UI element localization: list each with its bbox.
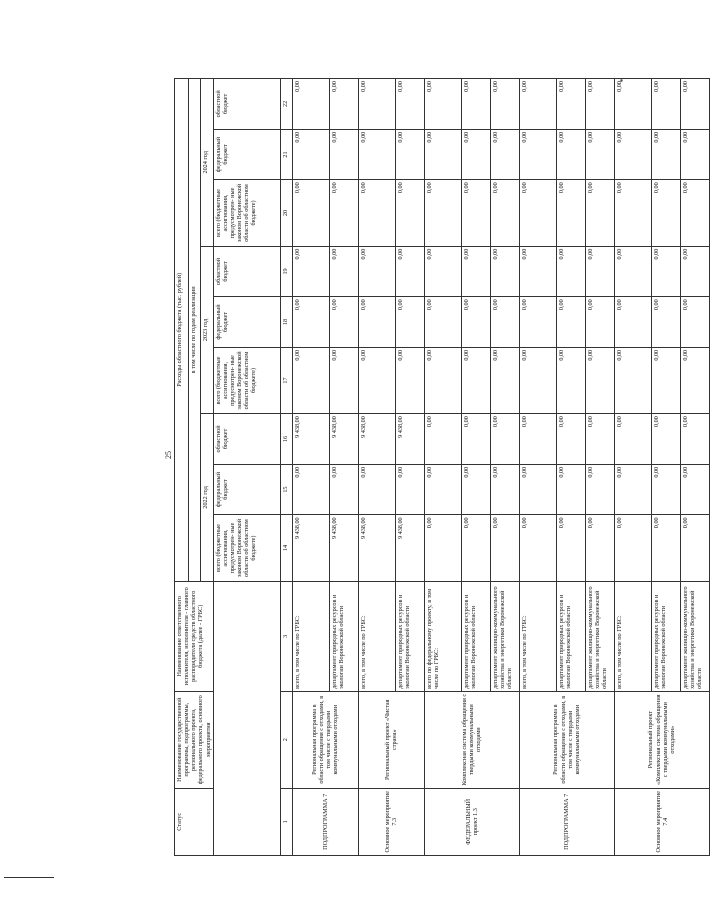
row-executor: департамент природных ресурсов и экологии Воронежской области [651, 581, 680, 691]
row-value: 0,00 [614, 180, 651, 246]
row-value: 0,00 [519, 180, 556, 246]
row-value: 0,00 [680, 464, 709, 515]
row-value: 0,00 [680, 180, 709, 246]
row-value: 0,00 [614, 297, 651, 348]
row-value: 0,00 [519, 414, 556, 465]
row-name: Региональная программа в области обращения с отходами, в том числе с твердыми коммунальными отходами [519, 691, 614, 788]
row-value: 0,00 [358, 297, 395, 348]
row-value: 0,00 [556, 246, 585, 297]
header-regional-2024: областной бюджет [213, 79, 280, 130]
row-value: 0,00 [461, 129, 490, 180]
row-executor: департамент жилищно-коммунального хозяйства и энергетики Воронежской области [490, 581, 519, 691]
row-value: 0,00 [329, 246, 358, 297]
row-value: 0,00 [651, 79, 680, 130]
row-value: 0,00 [424, 297, 461, 348]
row-executor: департамент природных ресурсов и экологии Воронежской области [329, 581, 358, 691]
row-value: 0,00 [585, 180, 614, 246]
row-value: 0,00 [395, 297, 424, 348]
row-value: 0,00 [358, 246, 395, 297]
row-value: 0,00 [490, 180, 519, 246]
row-value: 0,00 [395, 347, 424, 413]
header-year-2024: 2024 год [201, 79, 213, 247]
rotated-table-area [4, 20, 703, 890]
row-value: 0,00 [461, 79, 490, 130]
row-value: 0,00 [292, 129, 329, 180]
table-row [358, 79, 395, 856]
row-name: Региональный проект «Чистая страна» [358, 691, 424, 788]
col-number: 14 [280, 515, 292, 581]
header-regional-2023: областной бюджет [213, 246, 280, 297]
header-by-years: в том числе по годам реализации [189, 79, 201, 582]
row-executor: департамент природных ресурсов и экологии Воронежской области [461, 581, 490, 691]
row-value: 9 438,00 [329, 414, 358, 465]
row-executor: департамент природных ресурсов и экологии Воронежской области [556, 581, 585, 691]
row-value: 9 438,00 [395, 414, 424, 465]
row-value: 0,00 [461, 180, 490, 246]
row-value: 0,00 [680, 515, 709, 581]
row-value: 0,00 [395, 464, 424, 515]
row-value: 0,00 [556, 347, 585, 413]
row-value: 0,00 [358, 464, 395, 515]
row-value: 0,00 [651, 246, 680, 297]
row-executor: всего, в том числе по ГРБС: [614, 581, 651, 691]
row-value: 0,00 [651, 515, 680, 581]
row-value: 0,00 [395, 129, 424, 180]
row-value: 0,00 [424, 464, 461, 515]
row-name: Региональная программа в области обращения с отходами, в том числе с твердыми коммунальными отходами [292, 691, 358, 788]
row-value: 0,00 [519, 347, 556, 413]
row-value: 0,00 [424, 246, 461, 297]
col-number: 20 [280, 180, 292, 246]
row-value: 0,00 [519, 79, 556, 130]
row-value: 0,00 [556, 129, 585, 180]
row-value: 0,00 [490, 297, 519, 348]
row-value: 0,00 [292, 180, 329, 246]
header-year-2022: 2022 год [201, 414, 213, 582]
col-number: 2 [280, 691, 292, 788]
header-federal-2024: федеральный бюджет [213, 129, 280, 180]
row-value: 0,00 [519, 515, 556, 581]
row-executor: всего по федеральному проекту, в том числе по ГРБС: [424, 581, 461, 691]
row-value: 0,00 [651, 464, 680, 515]
row-value: 0,00 [424, 347, 461, 413]
row-value: 0,00 [424, 515, 461, 581]
corner-mark: * [615, 78, 625, 83]
col-number: 22 [280, 79, 292, 130]
row-value: 0,00 [614, 464, 651, 515]
row-value: 0,00 [329, 297, 358, 348]
row-value: 0,00 [585, 297, 614, 348]
row-executor: департамент жилищно-коммунального хозяйства и энергетики Воронежской области [585, 581, 614, 691]
row-value: 9 438,00 [358, 515, 395, 581]
row-executor: всего, в том числе по ГРБС: [292, 581, 329, 691]
row-status: Основное мероприятие 7.4 [614, 788, 709, 855]
col-number: 19 [280, 246, 292, 297]
row-value: 0,00 [519, 246, 556, 297]
row-value: 0,00 [680, 414, 709, 465]
row-value: 0,00 [461, 246, 490, 297]
header-executor: Наименование ответственного исполнителя, исполнителя - главного распорядителя средств областного бюджета (далее - ГРБС) [175, 581, 214, 691]
row-value: 0,00 [461, 515, 490, 581]
row-value: 0,00 [461, 464, 490, 515]
col-number: 18 [280, 297, 292, 348]
row-value: 0,00 [358, 129, 395, 180]
header-total-2022: всего (бюджетные ассигнования, предусмотрен- ные законом Воронежской области об областном бюджете) [213, 515, 280, 581]
col-number: 17 [280, 347, 292, 413]
row-value: 0,00 [461, 414, 490, 465]
row-value: 0,00 [490, 347, 519, 413]
row-value: 0,00 [519, 129, 556, 180]
row-executor: департамент природных ресурсов и экологии Воронежской области [395, 581, 424, 691]
row-name: Комплексная система обращения с твердыми коммунальными отходами [424, 691, 519, 788]
col-number: 3 [280, 581, 292, 691]
row-value: 9 438,00 [329, 515, 358, 581]
row-value: 0,00 [292, 464, 329, 515]
row-status: ФЕДЕРАЛЬНЫЙ проект 1.3 [424, 788, 519, 855]
row-value: 0,00 [651, 129, 680, 180]
col-number: 15 [280, 464, 292, 515]
row-value: 9 438,00 [292, 414, 329, 465]
row-value: 0,00 [585, 79, 614, 130]
row-value: 0,00 [490, 79, 519, 130]
column-number-row [280, 79, 292, 856]
row-value: 0,00 [585, 515, 614, 581]
row-executor: всего, в том числе по ГРБС: [519, 581, 556, 691]
row-value: 0,00 [292, 246, 329, 297]
row-value: 0,00 [395, 79, 424, 130]
budget-table [174, 78, 710, 856]
header-total-2023: всего (бюджетные ассигнования, предусмотрен- ные законом Воронежской области об областном бюджете) [213, 347, 280, 413]
row-value: 0,00 [651, 180, 680, 246]
row-value: 0,00 [395, 246, 424, 297]
row-value: 0,00 [490, 464, 519, 515]
page-number: 25 [164, 451, 173, 459]
row-value: 0,00 [292, 347, 329, 413]
row-name: Региональный проект «Комплексная система обращения с твердыми коммунальными отходами» [614, 691, 709, 788]
row-value: 0,00 [292, 297, 329, 348]
row-value: 0,00 [490, 129, 519, 180]
row-value: 0,00 [614, 515, 651, 581]
row-value: 0,00 [424, 129, 461, 180]
row-value: 0,00 [329, 180, 358, 246]
row-executor: всего, в том числе по ГРБС: [358, 581, 395, 691]
row-value: 0,00 [614, 347, 651, 413]
row-value: 0,00 [461, 347, 490, 413]
row-value: 0,00 [461, 297, 490, 348]
row-value: 0,00 [556, 515, 585, 581]
row-value: 9 438,00 [292, 515, 329, 581]
row-value: 0,00 [358, 79, 395, 130]
row-status: Основное мероприятие 7.3 [358, 788, 424, 855]
row-status: ПОДПРОГРАММА 7 [292, 788, 358, 855]
row-value: 0,00 [680, 246, 709, 297]
row-value: 0,00 [556, 180, 585, 246]
row-value: 0,00 [329, 347, 358, 413]
row-executor: департамент жилищно-коммунального хозяйства и энергетики Воронежской области [680, 581, 709, 691]
row-value: 0,00 [358, 180, 395, 246]
row-value: 0,00 [556, 414, 585, 465]
row-value: 0,00 [490, 414, 519, 465]
header-status: Статус [175, 788, 214, 855]
table-row [614, 79, 651, 856]
header-expenses: Расходы областного бюджета (тыс. рублей) [175, 79, 189, 582]
row-value: 0,00 [329, 79, 358, 130]
table-body [175, 79, 710, 856]
col-number: 16 [280, 414, 292, 465]
row-value: 0,00 [490, 246, 519, 297]
row-value: 0,00 [585, 129, 614, 180]
table-row [519, 79, 556, 856]
row-value: 0,00 [329, 129, 358, 180]
row-value: 0,00 [292, 79, 329, 130]
row-value: 0,00 [585, 414, 614, 465]
row-value: 0,00 [680, 129, 709, 180]
col-number: 21 [280, 129, 292, 180]
header-federal-2023: федеральный бюджет [213, 297, 280, 348]
row-value: 0,00 [585, 246, 614, 297]
row-value: 0,00 [651, 347, 680, 413]
row-value: 0,00 [585, 347, 614, 413]
row-value: 0,00 [556, 297, 585, 348]
header-federal-2022: федеральный бюджет [213, 464, 280, 515]
row-value: 0,00 [680, 79, 709, 130]
row-value: 0,00 [329, 464, 358, 515]
row-value: 0,00 [680, 347, 709, 413]
row-value: 0,00 [358, 347, 395, 413]
row-value: 0,00 [424, 79, 461, 130]
row-value: 0,00 [424, 180, 461, 246]
row-value: 0,00 [519, 464, 556, 515]
header-name: Наименование государственной программы, подпрограммы, регионального проекта, федерального проекта, основного мероприятия [175, 691, 214, 788]
header-spacer [213, 581, 280, 855]
row-value: 0,00 [680, 297, 709, 348]
header-total-2024: всего (бюджетные ассигнования, предусмотрен- ные законом Воронежской области об областном бюджете) [213, 180, 280, 246]
row-value: 0,00 [614, 79, 651, 130]
row-value: 0,00 [651, 414, 680, 465]
row-value: 9 438,00 [358, 414, 395, 465]
row-value: 0,00 [519, 297, 556, 348]
col-number: 1 [280, 788, 292, 855]
table-row [424, 79, 461, 856]
footer-rule [4, 877, 54, 878]
row-value: 0,00 [490, 515, 519, 581]
row-status: ПОДПРОГРАММА 7 [519, 788, 614, 855]
header-year-2023: 2023 год [201, 246, 213, 414]
row-value: 0,00 [556, 464, 585, 515]
table-row [292, 79, 329, 856]
row-value: 0,00 [585, 464, 614, 515]
row-value: 0,00 [556, 79, 585, 130]
row-value: 0,00 [614, 414, 651, 465]
row-value: 0,00 [614, 129, 651, 180]
row-value: 0,00 [395, 180, 424, 246]
header-regional-2022: областной бюджет [213, 414, 280, 465]
row-value: 0,00 [614, 246, 651, 297]
row-value: 9 438,00 [395, 515, 424, 581]
row-value: 0,00 [651, 297, 680, 348]
row-value: 0,00 [424, 414, 461, 465]
